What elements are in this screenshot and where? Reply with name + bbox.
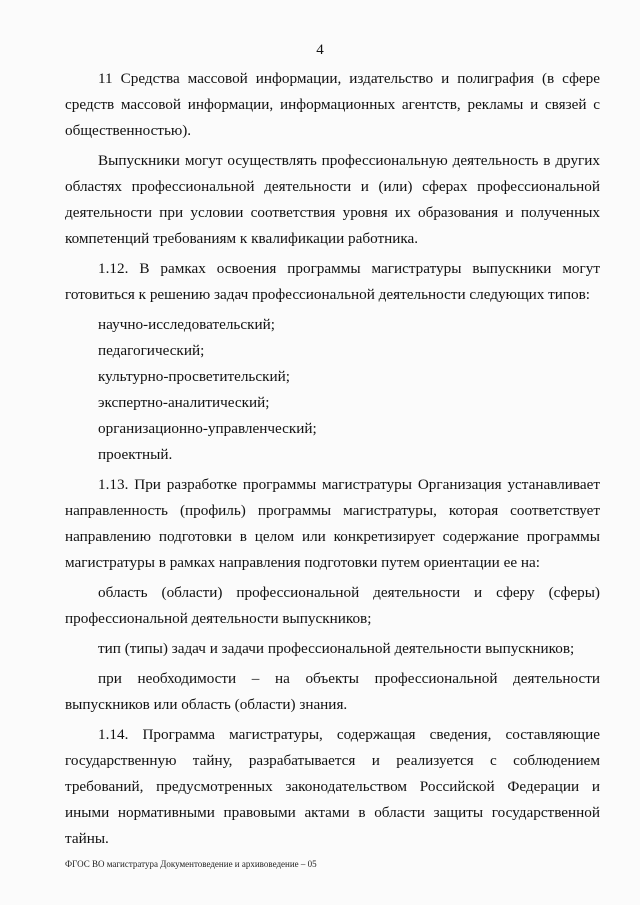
footer-note: ФГОС ВО магистратура Документоведение и архивоведение – 05 <box>65 859 317 869</box>
task-types-list <box>65 312 600 468</box>
paragraph-other-areas: Выпускники могут осуществлять профессиональную деятельность в других областях профессиональной деятельности и (или) сферах профессиональной деятельности при условии соответствия уровня их образования и полученных компетенций требованиям к квалификации работника. <box>65 152 600 247</box>
paragraph-objects: при необходимости – на объекты профессиональной деятельности выпускников или область (области) знания. <box>65 670 600 713</box>
list-item: проектный. <box>98 446 173 463</box>
paragraph-media-sphere: 11 Средства массовой информации, издательство и полиграфия (в сфере средств массовой информации, информационных агентств, рекламы и связей с общественностью). <box>65 70 600 139</box>
document-body <box>65 66 600 856</box>
page-number: 4 <box>316 42 324 58</box>
list-item: культурно-просветительский; <box>98 368 290 385</box>
paragraph-area-sphere: область (области) профессиональной деятельности и сферу (сферы) профессиональной деятельности выпускников; <box>65 584 600 627</box>
paragraph-1-12: 1.12. В рамках освоения программы магистратуры выпускники могут готовиться к решению задач профессиональной деятельности следующих типов: <box>65 260 600 303</box>
list-item: педагогический; <box>98 342 205 359</box>
paragraph-task-type: тип (типы) задач и задачи профессиональной деятельности выпускников; <box>98 640 575 657</box>
list-item: научно-исследовательский; <box>98 316 275 333</box>
paragraph-1-14: 1.14. Программа магистратуры, содержащая сведения, составляющие государственную тайну, разрабатывается и реализуется с соблюдением требований, предусмотренных законодательством Российской Федерации и иными нормативными правовыми актами в области защиты государственной тайны. <box>65 726 600 847</box>
list-item: организационно-управленческий; <box>98 420 317 437</box>
paragraph-1-13: 1.13. При разработке программы магистратуры Организация устанавливает направленность (профиль) программы магистратуры, которая соответствует направлению подготовки в целом или конкретизирует содержание программы магистратуры в рамках направления подготовки путем ориентации ее на: <box>65 476 600 571</box>
list-item: экспертно-аналитический; <box>98 394 270 411</box>
